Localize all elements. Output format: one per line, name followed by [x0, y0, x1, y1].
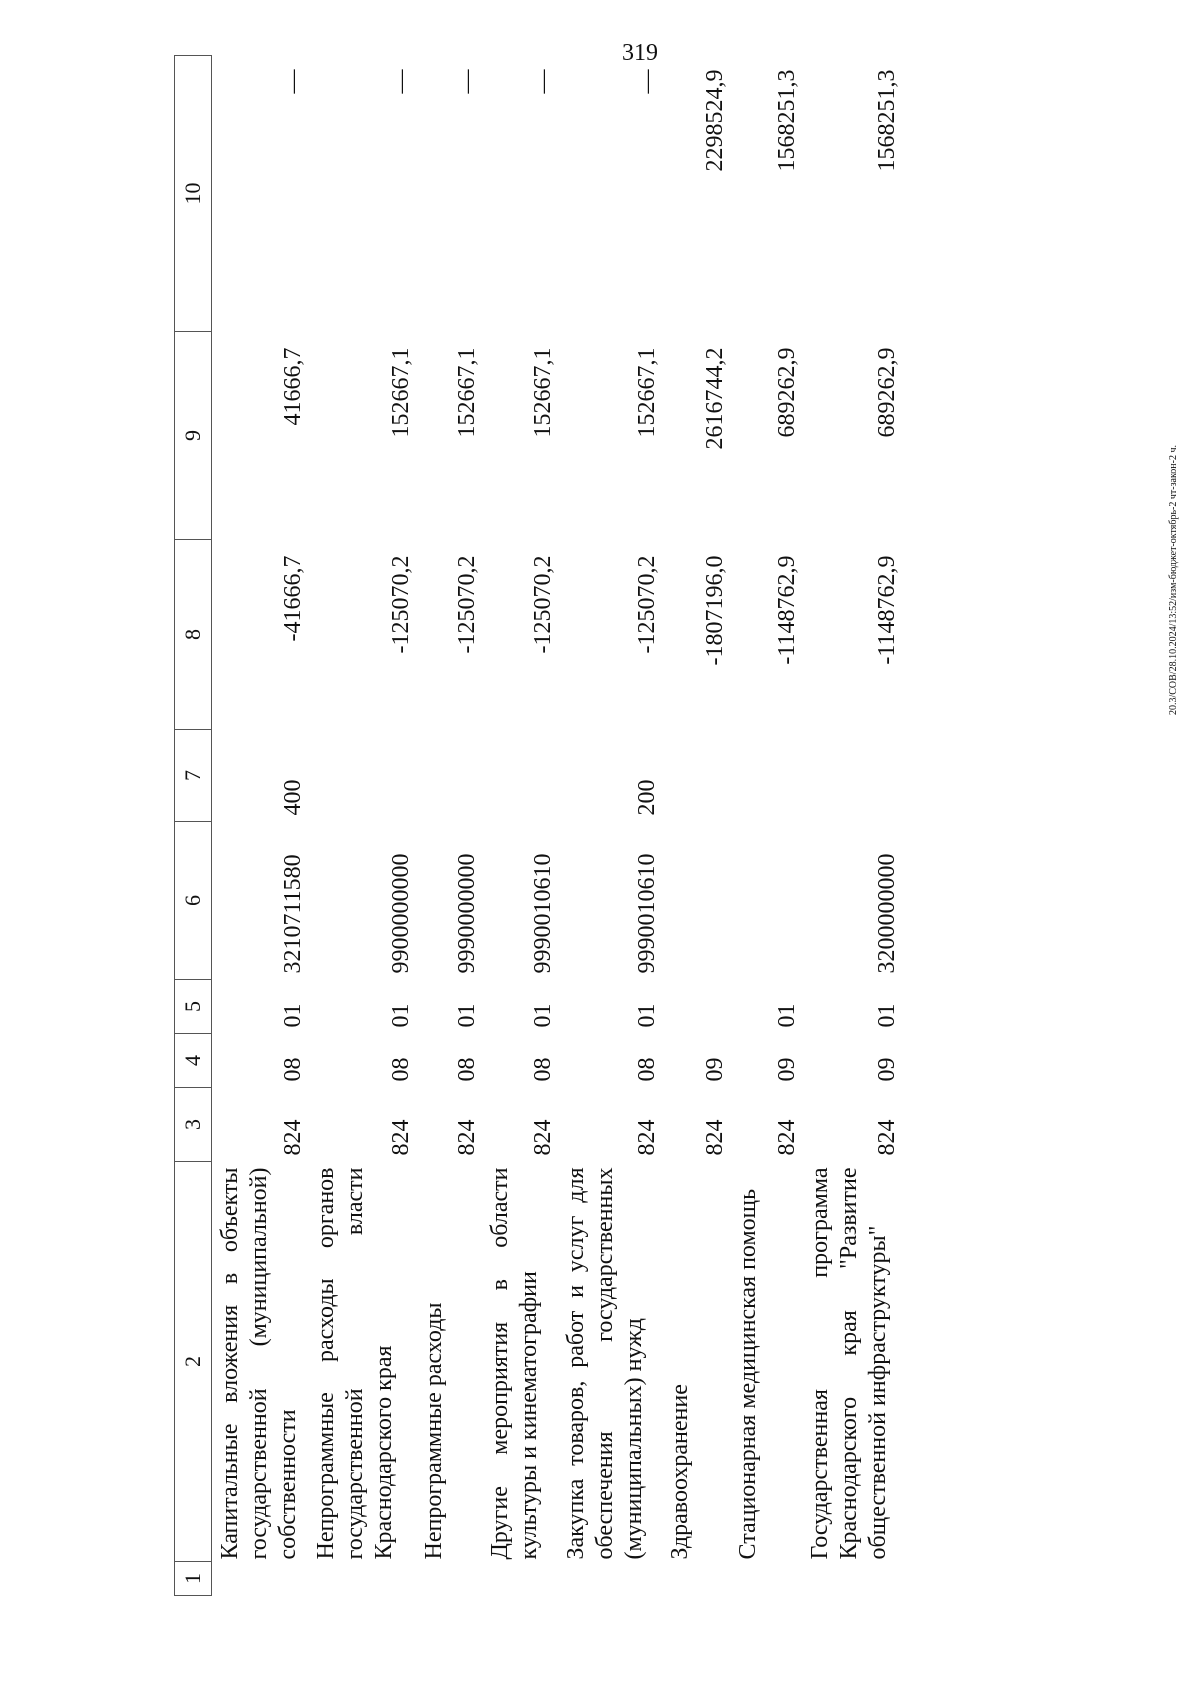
header-row [175, 56, 212, 1596]
table-row [558, 56, 662, 1596]
expense-name: Государственная программа Краснодарского края "Развитие общественной инфраструктуры" [806, 1167, 891, 1560]
amount-year-3: 1568251,3 [873, 69, 900, 172]
target-article: 9990000000 [453, 853, 480, 974]
amount-year-3: 1568251,3 [773, 69, 800, 172]
amount-change: -125070,2 [529, 555, 556, 654]
section-code: 08 [453, 1057, 480, 1082]
row-number [308, 1562, 416, 1596]
col-header-6: 6 [175, 822, 212, 980]
row-number [212, 1562, 308, 1596]
amount-year-3: — [529, 69, 556, 94]
amount-year-3: — [279, 69, 306, 94]
expense-name: Капитальные вложения в объекты государственной (муниципальной) собственности [217, 1167, 301, 1560]
subsection-code: 01 [279, 1003, 306, 1028]
section-code: 08 [633, 1057, 660, 1082]
col-header-1: 1 [175, 1562, 212, 1596]
col-header-10: 10 [175, 56, 212, 332]
amount-year-3: — [633, 69, 660, 94]
budget-table [174, 55, 902, 1596]
amount-change: -125070,2 [453, 555, 480, 654]
expense-type [416, 730, 482, 822]
ministry-code: 824 [453, 1119, 480, 1156]
amount-change: -1807196,0 [701, 555, 728, 666]
expense-type [482, 730, 558, 822]
subsection-code: 01 [529, 1003, 556, 1028]
section-code: 08 [279, 1057, 306, 1082]
ministry-code: 824 [279, 1119, 306, 1156]
target-article [662, 822, 730, 980]
expense-name: Другие мероприятия в области культуры и кинематографии [486, 1167, 542, 1560]
row-number [730, 1562, 802, 1596]
expense-name: Непрограммные расходы [420, 1302, 447, 1560]
expense-name: Непрограммные расходы органов государственной власти Краснодарского края [312, 1167, 397, 1560]
amount-change: -1148762,9 [773, 555, 800, 665]
amount-year-2: 152667,1 [633, 347, 660, 438]
section-code: 08 [387, 1057, 414, 1082]
col-header-2: 2 [175, 1162, 212, 1562]
amount-year-3: — [387, 69, 414, 94]
row-number [482, 1562, 558, 1596]
ministry-code: 824 [633, 1119, 660, 1156]
col-header-9: 9 [175, 332, 212, 540]
col-header-3: 3 [175, 1088, 212, 1162]
table-row [482, 56, 558, 1596]
section-code: 09 [873, 1057, 900, 1082]
amount-change: -125070,2 [633, 555, 660, 654]
expense-type [308, 730, 416, 822]
target-article [730, 822, 802, 980]
expense-type [802, 730, 902, 822]
amount-change: -125070,2 [387, 555, 414, 654]
document-code: 20.3/СОВ/28.10.2024/13:52/изм-бюджет-октябрь-2 чт-закон-2 ч. [1168, 444, 1179, 716]
target-article: 9990010610 [633, 853, 660, 974]
table-row [662, 56, 730, 1596]
ministry-code: 824 [529, 1119, 556, 1156]
subsection-code: 01 [453, 1003, 480, 1028]
amount-year-2: 41666,7 [279, 347, 306, 426]
target-article: 3200000000 [873, 853, 900, 974]
col-header-4: 4 [175, 1034, 212, 1088]
section-code: 09 [773, 1057, 800, 1082]
amount-year-3: — [453, 69, 480, 94]
page-number: 319 [622, 40, 658, 66]
row-number [416, 1562, 482, 1596]
amount-change: -1148762,9 [873, 555, 900, 665]
budget-table-rotated [174, 56, 1064, 1596]
table-row [730, 56, 802, 1596]
ministry-code: 824 [873, 1119, 900, 1156]
row-number [558, 1562, 662, 1596]
amount-year-2: 152667,1 [453, 347, 480, 438]
amount-year-2: 152667,1 [529, 347, 556, 438]
subsection-code [662, 980, 730, 1034]
subsection-code: 01 [633, 1003, 660, 1028]
table-row [212, 56, 308, 1596]
row-number [662, 1562, 730, 1596]
table-row [802, 56, 902, 1596]
target-article: 9900000000 [387, 853, 414, 974]
col-header-8: 8 [175, 540, 212, 730]
amount-year-2: 2616744,2 [701, 347, 728, 450]
row-number [802, 1562, 902, 1596]
target-article: 9990010610 [529, 853, 556, 974]
amount-year-2: 152667,1 [387, 347, 414, 438]
amount-year-2: 689262,9 [873, 347, 900, 438]
section-code: 08 [529, 1057, 556, 1082]
subsection-code: 01 [773, 1003, 800, 1028]
expense-type: 200 [633, 779, 660, 816]
amount-change: -41666,7 [279, 555, 306, 642]
ministry-code: 824 [773, 1119, 800, 1156]
subsection-code: 01 [387, 1003, 414, 1028]
amount-year-2: 689262,9 [773, 347, 800, 438]
section-code: 09 [701, 1057, 728, 1082]
amount-year-3: 2298524,9 [701, 69, 728, 172]
table-row [308, 56, 416, 1596]
expense-name: Здравоохранение [666, 1384, 693, 1560]
expense-type [662, 730, 730, 822]
col-header-5: 5 [175, 980, 212, 1034]
expense-name: Закупка товаров, работ и услуг для обеспечения государственных (муниципальных) нужд [562, 1167, 647, 1560]
ministry-code: 824 [701, 1119, 728, 1156]
ministry-code: 824 [387, 1119, 414, 1156]
expense-type [730, 730, 802, 822]
col-header-7: 7 [175, 730, 212, 822]
expense-name: Стационарная медицинская помощь [734, 1188, 761, 1560]
expense-type: 400 [279, 779, 306, 816]
target-article: 3210711580 [279, 854, 306, 974]
table-row [416, 56, 482, 1596]
subsection-code: 01 [873, 1003, 900, 1028]
